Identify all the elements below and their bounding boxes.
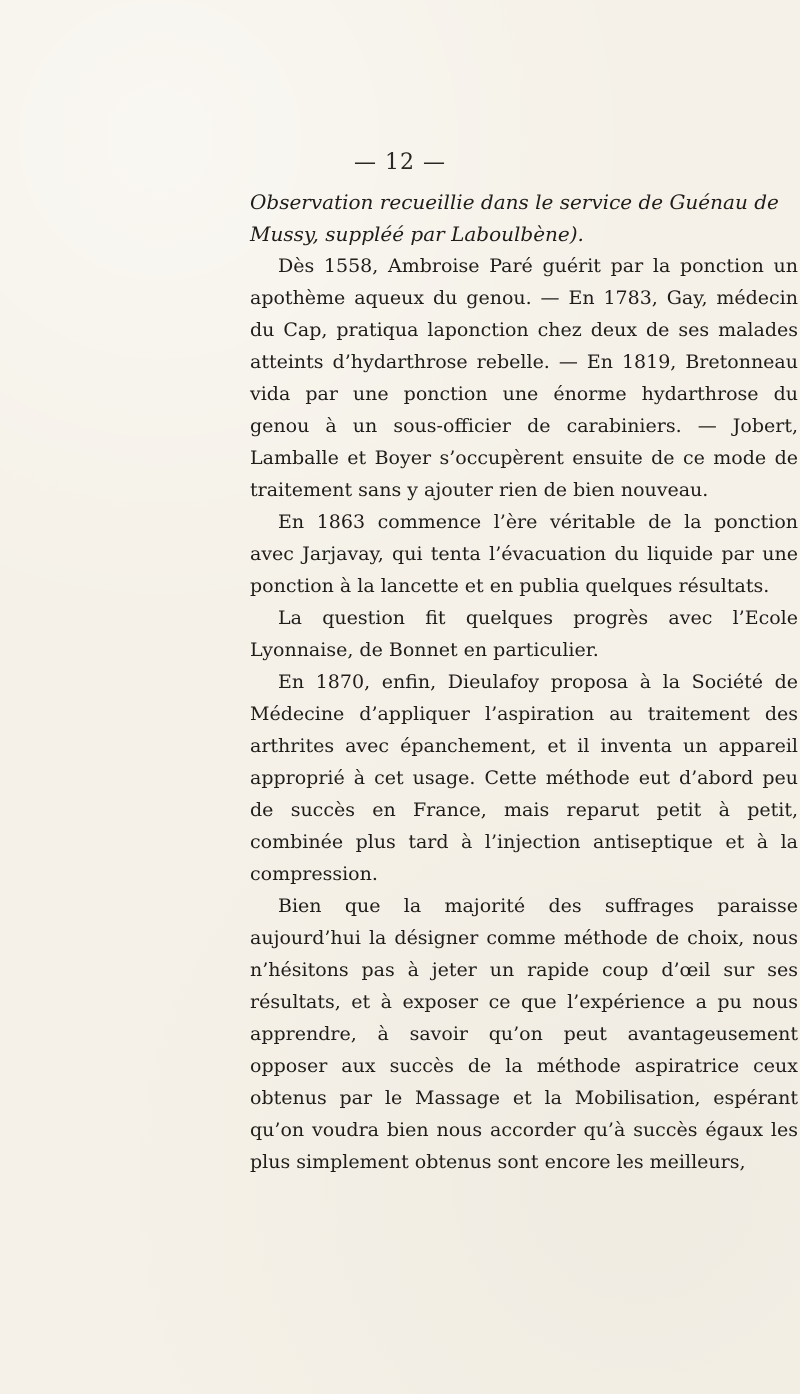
- page-number: — 12 —: [354, 150, 446, 175]
- paragraph-jarjavay: En 1863 commence l’ère véritable de la ponction avec Jarjavay, qui tenta l’évacuation du liquide par une ponction à la lancette et en publia quelques résultats.: [250, 511, 798, 597]
- paragraph-history-early-cases: Dès 1558, Ambroise Paré guérit par la ponction un apothème aqueux du genou. — En 1783, Gay, médecin du Cap, pratiqua laponction chez deux de ses malades atteints d’hydarthrose rebelle. — En 1819, Bretonneau vida par une ponction une énorme hydarthrose du genou à un sous-officier de carabiniers. — Jobert, Lamballe et Boyer s’occupèrent ensuite de ce mode de traitement sans y ajouter rien de bien nouveau.: [250, 255, 798, 501]
- observation-title: Observation recueillie dans le service de Guénau de Mussy, suppléé par Laboulbène).: [250, 190, 779, 246]
- document-body: [250, 186, 798, 1178]
- paragraph-lyon-school: La question fit quelques progrès avec l’Ecole Lyonnaise, de Bonnet en particulier.: [250, 607, 798, 661]
- paragraph-dieulafoy: En 1870, enfin, Dieulafoy proposa à la Société de Médecine d’appliquer l’aspiration au traitement des arthrites avec épanchement, et il inventa un appareil approprié à cet usage. Cette méthode eut d’abord peu de succès en France, mais reparut petit à petit, combinée plus tard à l’injection antiseptique et à la compression.: [250, 671, 798, 885]
- paragraph-methods-comparison: Bien que la majorité des suffrages paraisse aujourd’hui la désigner comme méthode de choix, nous n’hésitons pas à jeter un rapide coup d’œil sur ses résultats, et à exposer ce que l’expérience a pu nous apprendre, à savoir qu’on peut avantageusement opposer aux succès de la méthode aspiratrice ceux obtenus par le Massage et la Mobilisation, espérant qu’on voudra bien nous accorder qu’à succès égaux les plus simplement obtenus sont encore les meilleurs,: [250, 895, 798, 1173]
